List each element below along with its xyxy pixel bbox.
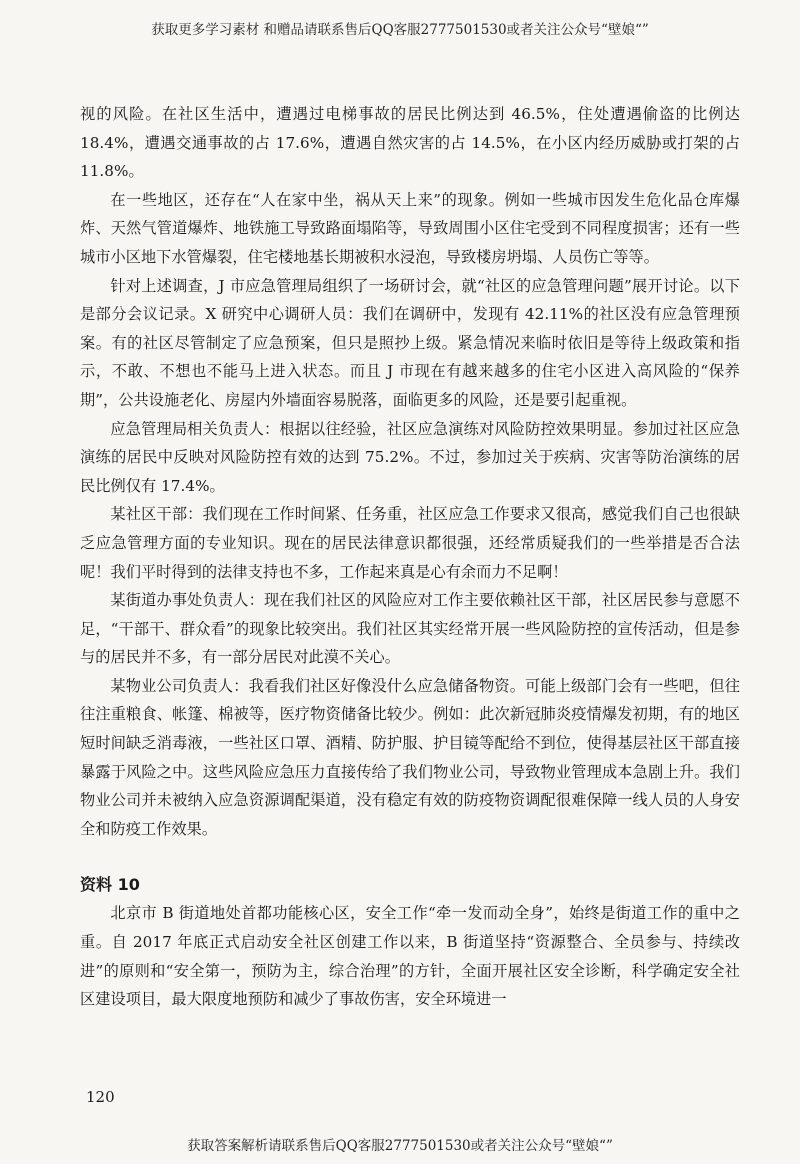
paragraph: 针对上述调查，J 市应急管理局组织了一场研讨会，就“社区的应急管理问题”展开讨论。以下是部分会议记录。X 研究中心调研人员：我们在调研中，发现有 42.11%的社区没有应急管理预案。有的社区尽管制定了应急预案，但只是照抄上级。紧急情况来临时依旧是等待上级政策和指示，不敢、不想也不能马上进入状态。而且 J 市现在有越来越多的住宅小区进入高风险的“保养期”，公共设施老化、房屋内外墙面容易脱落，面临更多的风险，还是要引起重视。 bbox=[80, 276, 740, 409]
section-paragraph: 北京市 B 街道地处首都功能核心区，安全工作“牵一发而动全身”，始终是街道工作的重中之重。自 2017 年底正式启动安全社区创建工作以来，B 街道坚持“资源整合、全员参与、持续改进”的原则和“安全第一，预防为主，综合治理”的方针，全面开展社区安全诊断，科学确定安全社区建设项目，最大限度地预防和减少了事故伤害，安全环境进一 bbox=[80, 904, 740, 1009]
body-text bbox=[80, 100, 740, 1014]
page-number: 120 bbox=[86, 1088, 115, 1106]
paragraph: 某街道办事处负责人：现在我们社区的风险应对工作主要依赖社区干部，社区居民参与意愿不足，“干部干、群众看”的现象比较突出。我们社区其实经常开展一些风险防控的宣传活动，但是参与的居民并不多，有一部分居民对此漠不关心。 bbox=[80, 591, 740, 667]
paragraph: 在一些地区，还存在“人在家中坐，祸从天上来”的现象。例如一些城市因发生危化品仓库爆炸、天然气管道爆炸、地铁施工导致路面塌陷等，导致周围小区住宅受到不同程度损害；还有一些城市小区地下水管爆裂，住宅楼地基长期被积水浸泡，导致楼房坍塌、人员伤亡等等。 bbox=[80, 190, 740, 266]
paragraph: 某社区干部：我们现在工作时间紧、任务重，社区应急工作要求又很高，感觉我们自己也很缺乏应急管理方面的专业知识。现在的居民法律意识都很强，还经常质疑我们的一些举措是否合法呢！我们平时得到的法律支持也不多，工作起来真是心有余而力不足啊！ bbox=[80, 505, 740, 581]
paragraph: 某物业公司负责人：我看我们社区好像没什么应急储备物资。可能上级部门会有一些吧，但往往注重粮食、帐篷、棉被等，医疗物资储备比较少。例如：此次新冠肺炎疫情爆发初期，有的地区短时间缺乏消毒液，一些社区口罩、酒精、防护服、护目镜等配给不到位，使得基层社区干部直接暴露于风险之中。这些风险应急压力直接传给了我们物业公司，导致物业管理成本急剧上升。我们物业公司并未被纳入应急资源调配渠道，没有稳定有效的防疫物资调配很难保障一线人员的人身安全和防疫工作效果。 bbox=[80, 676, 740, 838]
footer-watermark: 获取答案解析请联系售后QQ客服2777501530或者关注公众号“壁娘“” bbox=[187, 1138, 613, 1154]
header-watermark: 获取更多学习素材 和赠品请联系售后QQ客服2777501530或者关注公众号“壁娘“” bbox=[151, 22, 649, 38]
paragraph-continuation: 视的风险。在社区生活中，遭遇过电梯事故的居民比例达到 46.5%，住处遭遇偷盗的比例达 18.4%，遭遇交通事故的占 17.6%，遭遇自然灾害的占 14.5%，在小区内经历威胁或打架的占 11.8%。 bbox=[80, 105, 740, 181]
section-heading: 资料 10 bbox=[80, 875, 140, 895]
paragraph: 应急管理局相关负责人：根据以往经验，社区应急演练对风险防控效果明显。参加过社区应急演练的居民中反映对风险防控有效的达到 75.2%。不过，参加过关于疾病、灾害等防治演练的居民比例仅有 17.4%。 bbox=[80, 419, 740, 495]
